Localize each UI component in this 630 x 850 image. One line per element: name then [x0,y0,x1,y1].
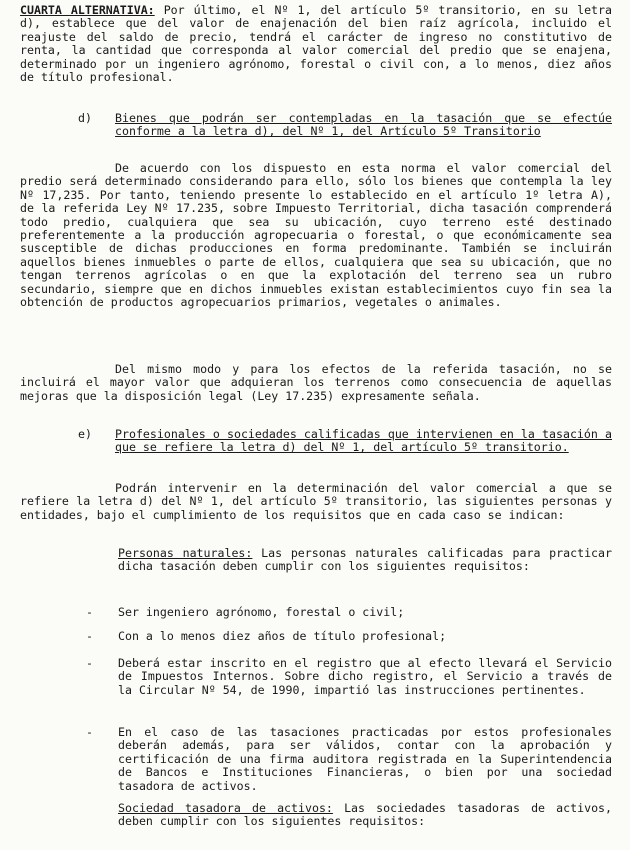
cuarta-alternativa-label: CUARTA ALTERNATIVA: [20,3,155,17]
list-item: Ser ingeniero agrónomo, forestal o civil; [118,605,405,619]
personas-naturales-label: Personas naturales: [118,546,253,560]
section-e-title: Profesionales o sociedades calificadas que intervienen en la tasación a que se refiere la letra d) del Nº 1, del artículo 5º transitorio. [115,427,612,455]
sociedad-tasadora-label: Sociedad tasadora de activos: [118,801,333,815]
sociedad-tasadora-text: Las sociedades tasadoras de activos, deben cumplir con los siguientes requisitos: [118,801,613,829]
personas-naturales-paragraph [118,547,612,574]
cuarta-alternativa-paragraph [20,4,612,84]
cuarta-alternativa-text: Por último, el Nº 1, del artículo 5º transitorio, en su letra d), establece que del valor de enajenación del bien raíz agrícola, incluido el reajuste del saldo de precio, tendrá el carácter de ingreso no constitutivo de renta, la cantidad que corresponda al valor comercial del predio que se enajena, determinado por un ingeniero agrónomo, forestal o civil con, a lo menos, diez años de título profesional. [20,3,612,85]
section-d-paragraph-1: De acuerdo con los dispuesto en esta norma el valor comercial del predio será determinado considerando para ello, sólo los bienes que contempla la ley Nº 17,235. Por tanto, teniendo presente lo establecido en el artículo 1º letra A), de la referida Ley Nº 17.235, sobre Impuesto Territorial, dicha tasación comprenderá todo predio, cualquiera que sea su ubicación, cuyo terreno esté destinado preferentemente a la producción agropecuaria o forestal, o que económicamente sea susceptible de dichas producciones en forma predominante. También se incluirán aquellos bienes inmuebles o parte de ellos, cualquiera que sea su ubicación, que no tengan terrenos agrícolas o en que la explotación del terreno sea un rubro secundario, siempre que en dichos inmuebles existan establecimientos cuyo fin sea la obtención de productos agropecuarios primarios, vegetales o animales. [20,161,612,310]
section-e-paragraph-1: Podrán intervenir en la determinación del valor comercial a que se refiere la letra d) del Nº 1, del artículo 5º transitorio, las siguientes personas y entidades, bajo el cumplimiento de los requisitos que en cada caso se indican: [20,481,612,522]
list-item: Con a lo menos diez años de título profesional; [118,629,447,643]
section-d-paragraph-2: Del mismo modo y para los efectos de la referida tasación, no se incluirá el mayor valor que adquieran los terrenos como consecuencia de aquellas mejoras que la disposición legal (Ley 17.235) expresamente señala. [20,362,612,403]
section-d-letter: d) [78,111,92,125]
bullet-marker: - [86,629,93,643]
bullet-marker: - [86,656,93,670]
section-d-title: Bienes que podrán ser contempladas en la tasación que se efectúe conforme a la letra d), del Nº 1, del Artículo 5º Transitorio [115,111,612,139]
bullet-marker: - [86,605,93,619]
personas-naturales-text: Las personas naturales calificadas para practicar dicha tasación deben cumplir con los siguientes requisitos: [118,546,612,574]
bullet-marker: - [86,725,93,739]
list-item: En el caso de las tasaciones practicadas por estos profesionales deberán además, para ser válidos, contar con la aprobación y certificación de una firma auditora registrada en la Superintendencia de Bancos e Instituciones Financieras, o bien por una sociedad tasadora de activos. [118,725,612,793]
list-item: Deberá estar inscrito en el registro que al efecto llevará el Servicio de Impuestos Internos. Sobre dicho registro, el Servicio a través de la Circular Nº 54, de 1990, impartió las instrucciones pertinentes. [118,656,612,697]
sociedad-tasadora-paragraph [118,802,612,829]
section-e-letter: e) [78,427,92,441]
